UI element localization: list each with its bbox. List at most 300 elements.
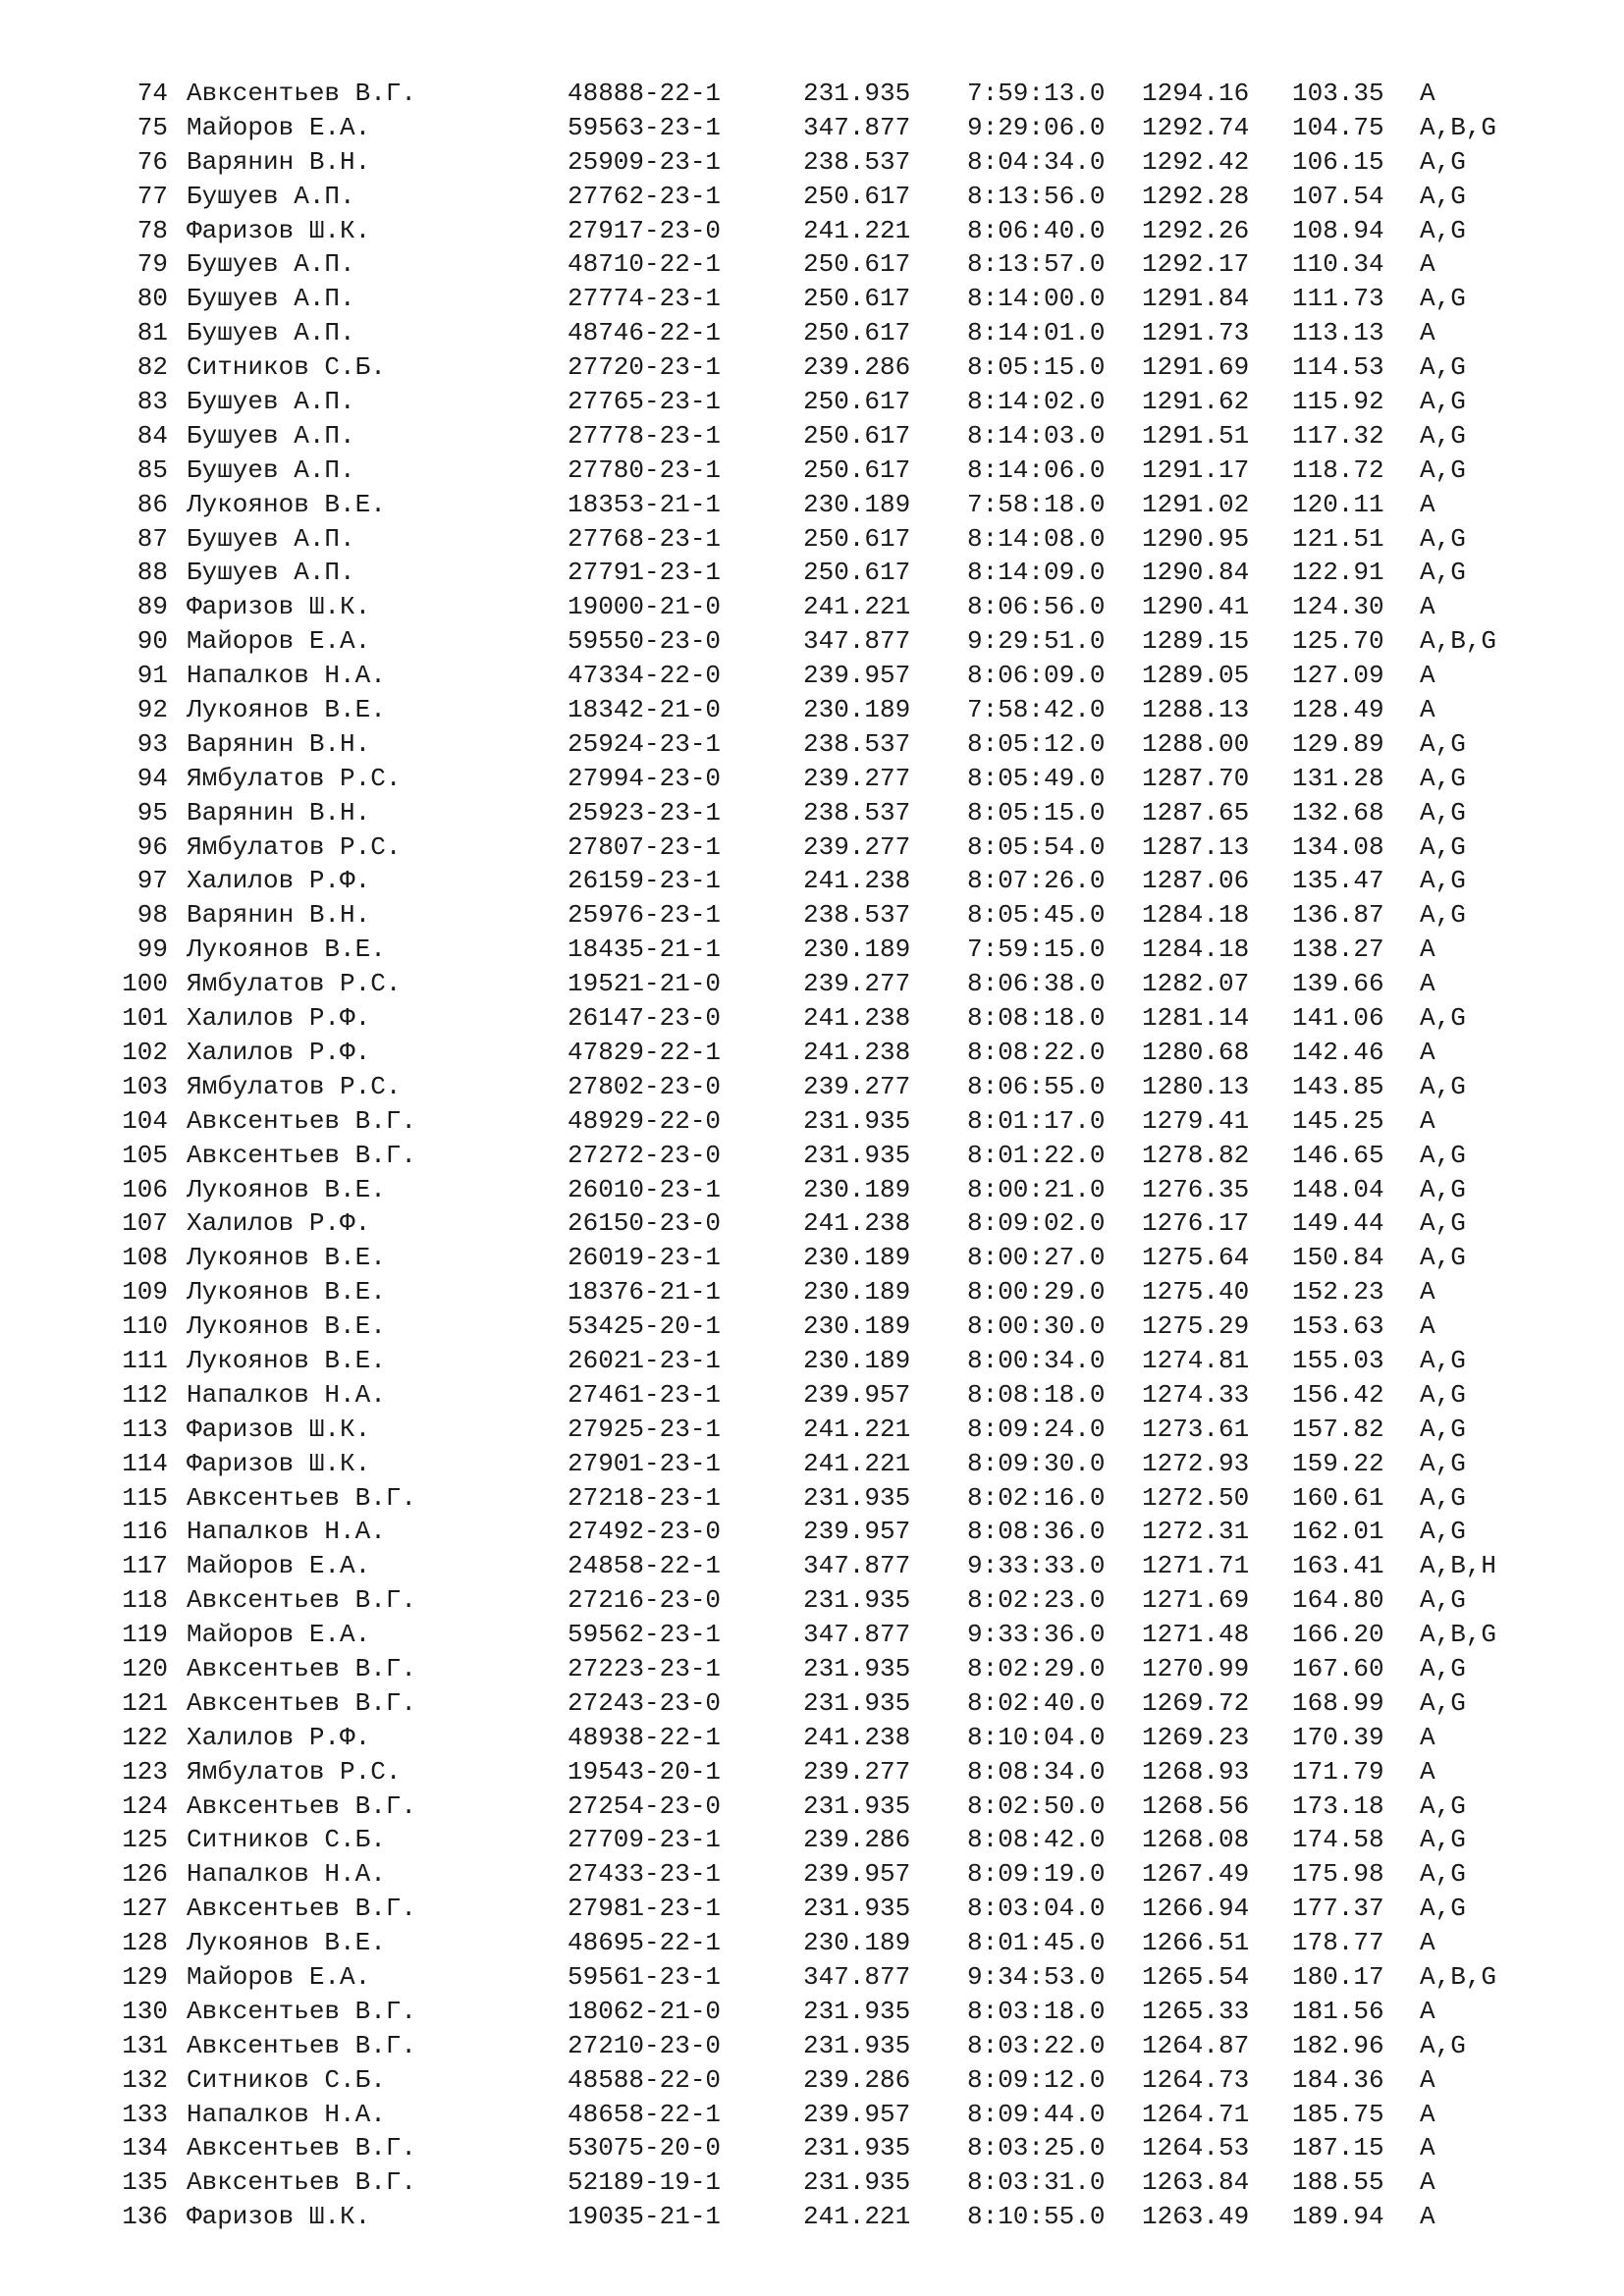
record-id: 18062-21-0 [568, 1996, 722, 2026]
score-value: 1273.61 [1142, 1414, 1250, 1444]
percent-value: 122.91 [1292, 558, 1384, 588]
distance-value: 230.189 [803, 1928, 911, 1958]
distance-value: 238.537 [803, 900, 911, 931]
class-codes: A,G [1420, 1859, 1466, 1890]
distance-value: 239.277 [803, 969, 911, 999]
percent-value: 146.65 [1292, 1140, 1384, 1170]
score-value: 1265.33 [1142, 1996, 1250, 2026]
row-number: 111 [122, 1345, 168, 1375]
row-number: 79 [136, 249, 168, 280]
class-codes: A [1420, 1105, 1435, 1136]
table-row [0, 624, 1624, 659]
class-codes: A [1420, 592, 1435, 622]
percent-value: 189.94 [1292, 2202, 1384, 2232]
distance-value: 241.238 [803, 1037, 911, 1067]
class-codes: A,G [1420, 1585, 1466, 1616]
percent-value: 139.66 [1292, 969, 1384, 999]
table-row [0, 1721, 1624, 1755]
elapsed-time: 8:14:00.0 [967, 284, 1106, 314]
table-row [0, 1070, 1624, 1104]
distance-value: 250.617 [803, 318, 911, 348]
row-number: 78 [136, 215, 168, 245]
record-id: 26150-23-0 [568, 1208, 722, 1239]
elapsed-time: 8:09:24.0 [967, 1414, 1106, 1444]
class-codes: A,G [1420, 900, 1466, 931]
class-codes: A,G [1420, 1448, 1466, 1478]
score-value: 1291.84 [1142, 284, 1250, 314]
record-id: 27791-23-1 [568, 558, 722, 588]
participant-name: Авксентьев В.Г. [187, 1790, 417, 1821]
record-id: 27218-23-1 [568, 1482, 722, 1513]
distance-value: 231.935 [803, 2030, 911, 2060]
class-codes: A,G [1420, 1414, 1466, 1444]
distance-value: 241.238 [803, 1003, 911, 1034]
row-number: 103 [122, 1071, 168, 1101]
percent-value: 157.82 [1292, 1414, 1384, 1444]
class-codes: A,G [1420, 215, 1466, 245]
elapsed-time: 8:05:12.0 [967, 728, 1106, 759]
class-codes: A [1420, 1311, 1435, 1342]
percent-value: 170.39 [1292, 1722, 1384, 1752]
elapsed-time: 8:02:29.0 [967, 1653, 1106, 1683]
participant-name: Халилов Р.Ф. [187, 1208, 371, 1239]
class-codes: A,G [1420, 181, 1466, 211]
row-number: 130 [122, 1996, 168, 2026]
score-value: 1266.51 [1142, 1928, 1250, 1958]
record-id: 27223-23-1 [568, 1653, 722, 1683]
participant-name: Авксентьев В.Г. [187, 1996, 417, 2026]
elapsed-time: 8:09:02.0 [967, 1208, 1106, 1239]
class-codes: A,G [1420, 1517, 1466, 1547]
participant-name: Ямбулатов Р.С. [187, 969, 402, 999]
elapsed-time: 9:33:33.0 [967, 1551, 1106, 1581]
record-id: 24858-22-1 [568, 1551, 722, 1581]
record-id: 27492-23-0 [568, 1517, 722, 1547]
record-id: 47829-22-1 [568, 1037, 722, 1067]
score-value: 1268.56 [1142, 1790, 1250, 1821]
distance-value: 250.617 [803, 181, 911, 211]
results-table [0, 77, 1624, 2234]
percent-value: 171.79 [1292, 1756, 1384, 1787]
row-number: 116 [122, 1517, 168, 1547]
score-value: 1275.29 [1142, 1311, 1250, 1342]
row-number: 112 [122, 1379, 168, 1410]
distance-value: 231.935 [803, 1105, 911, 1136]
elapsed-time: 8:14:08.0 [967, 523, 1106, 554]
record-id: 59550-23-0 [568, 626, 722, 657]
table-row [0, 214, 1624, 248]
elapsed-time: 8:07:26.0 [967, 866, 1106, 896]
elapsed-time: 8:01:17.0 [967, 1105, 1106, 1136]
participant-name: Напалков Н.А. [187, 1859, 386, 1890]
distance-value: 239.957 [803, 1517, 911, 1547]
elapsed-time: 8:08:36.0 [967, 1517, 1106, 1547]
percent-value: 155.03 [1292, 1345, 1384, 1375]
score-value: 1287.13 [1142, 831, 1250, 862]
score-value: 1292.17 [1142, 249, 1250, 280]
table-row [0, 1652, 1624, 1686]
score-value: 1292.28 [1142, 181, 1250, 211]
score-value: 1270.99 [1142, 1653, 1250, 1683]
row-number: 127 [122, 1894, 168, 1924]
score-value: 1289.15 [1142, 626, 1250, 657]
class-codes: A [1420, 2099, 1435, 2129]
table-row [0, 1378, 1624, 1413]
class-codes: A [1420, 969, 1435, 999]
row-number: 89 [136, 592, 168, 622]
percent-value: 166.20 [1292, 1620, 1384, 1650]
score-value: 1272.50 [1142, 1482, 1250, 1513]
elapsed-time: 8:08:18.0 [967, 1379, 1106, 1410]
participant-name: Бушуев А.П. [187, 558, 355, 588]
participant-name: Бушуев А.П. [187, 284, 355, 314]
row-number: 106 [122, 1174, 168, 1204]
record-id: 27243-23-0 [568, 1687, 722, 1718]
elapsed-time: 8:14:06.0 [967, 454, 1106, 485]
class-codes: A [1420, 934, 1435, 965]
percent-value: 114.53 [1292, 352, 1384, 383]
score-value: 1272.31 [1142, 1517, 1250, 1547]
record-id: 18353-21-1 [568, 489, 722, 519]
participant-name: Халилов Р.Ф. [187, 866, 371, 896]
distance-value: 347.877 [803, 1961, 911, 1992]
score-value: 1281.14 [1142, 1003, 1250, 1034]
participant-name: Лукоянов В.Е. [187, 934, 386, 965]
row-number: 80 [136, 284, 168, 314]
score-value: 1292.26 [1142, 215, 1250, 245]
percent-value: 185.75 [1292, 2099, 1384, 2129]
score-value: 1271.69 [1142, 1585, 1250, 1616]
elapsed-time: 8:00:27.0 [967, 1243, 1106, 1273]
elapsed-time: 8:09:12.0 [967, 2064, 1106, 2095]
participant-name: Напалков Н.А. [187, 2099, 386, 2129]
class-codes: A,G [1420, 1003, 1466, 1034]
percent-value: 113.13 [1292, 318, 1384, 348]
percent-value: 142.46 [1292, 1037, 1384, 1067]
participant-name: Халилов Р.Ф. [187, 1722, 371, 1752]
distance-value: 239.286 [803, 352, 911, 383]
score-value: 1290.41 [1142, 592, 1250, 622]
elapsed-time: 8:04:34.0 [967, 146, 1106, 177]
row-number: 121 [122, 1687, 168, 1718]
record-id: 27709-23-1 [568, 1825, 722, 1855]
score-value: 1264.71 [1142, 2099, 1250, 2129]
class-codes: A,G [1420, 1653, 1466, 1683]
percent-value: 117.32 [1292, 420, 1384, 451]
table-row [0, 419, 1624, 454]
elapsed-time: 7:59:13.0 [967, 79, 1106, 108]
elapsed-time: 8:05:54.0 [967, 831, 1106, 862]
class-codes: A,G [1420, 1894, 1466, 1924]
distance-value: 231.935 [803, 1140, 911, 1170]
record-id: 48710-22-1 [568, 249, 722, 280]
row-number: 100 [122, 969, 168, 999]
row-number: 74 [136, 79, 168, 108]
score-value: 1292.42 [1142, 146, 1250, 177]
participant-name: Фаризов Ш.К. [187, 1448, 371, 1478]
class-codes: A [1420, 2202, 1435, 2232]
record-id: 27917-23-0 [568, 215, 722, 245]
class-codes: A,G [1420, 1687, 1466, 1718]
class-codes: A,G [1420, 763, 1466, 793]
record-id: 27210-23-0 [568, 2030, 722, 2060]
score-value: 1275.64 [1142, 1243, 1250, 1273]
participant-name: Бушуев А.П. [187, 523, 355, 554]
elapsed-time: 8:08:18.0 [967, 1003, 1106, 1034]
percent-value: 148.04 [1292, 1174, 1384, 1204]
elapsed-time: 8:06:55.0 [967, 1071, 1106, 1101]
row-number: 102 [122, 1037, 168, 1067]
class-codes: A,B,G [1420, 626, 1497, 657]
row-number: 132 [122, 2064, 168, 2095]
participant-name: Лукоянов В.Е. [187, 489, 386, 519]
record-id: 27778-23-1 [568, 420, 722, 451]
table-row [0, 488, 1624, 522]
table-row [0, 1413, 1624, 1447]
record-id: 27994-23-0 [568, 763, 722, 793]
elapsed-time: 8:06:09.0 [967, 661, 1106, 691]
participant-name: Ситников С.Б. [187, 1825, 386, 1855]
table-row [0, 1036, 1624, 1070]
distance-value: 231.935 [803, 1585, 911, 1616]
table-row [0, 145, 1624, 180]
distance-value: 347.877 [803, 112, 911, 142]
distance-value: 250.617 [803, 387, 911, 417]
table-row [0, 1549, 1624, 1583]
percent-value: 178.77 [1292, 1928, 1384, 1958]
row-number: 123 [122, 1756, 168, 1787]
distance-value: 239.957 [803, 1859, 911, 1890]
elapsed-time: 8:03:25.0 [967, 2133, 1106, 2163]
record-id: 27433-23-1 [568, 1859, 722, 1890]
row-number: 76 [136, 146, 168, 177]
elapsed-time: 8:03:31.0 [967, 2167, 1106, 2198]
score-value: 1292.74 [1142, 112, 1250, 142]
distance-value: 250.617 [803, 454, 911, 485]
table-row [0, 1275, 1624, 1309]
participant-name: Ямбулатов Р.С. [187, 831, 402, 862]
class-codes: A,B,H [1420, 1551, 1497, 1581]
distance-value: 230.189 [803, 1345, 911, 1375]
score-value: 1269.23 [1142, 1722, 1250, 1752]
score-value: 1290.95 [1142, 523, 1250, 554]
class-codes: A,G [1420, 1482, 1466, 1513]
percent-value: 156.42 [1292, 1379, 1384, 1410]
row-number: 110 [122, 1311, 168, 1342]
distance-value: 230.189 [803, 1174, 911, 1204]
record-id: 27272-23-0 [568, 1140, 722, 1170]
participant-name: Ямбулатов Р.С. [187, 763, 402, 793]
row-number: 136 [122, 2202, 168, 2232]
percent-value: 124.30 [1292, 592, 1384, 622]
participant-name: Варянин В.Н. [187, 146, 371, 177]
score-value: 1291.51 [1142, 420, 1250, 451]
percent-value: 180.17 [1292, 1961, 1384, 1992]
percent-value: 129.89 [1292, 728, 1384, 759]
score-value: 1279.41 [1142, 1105, 1250, 1136]
distance-value: 241.221 [803, 215, 911, 245]
score-value: 1263.84 [1142, 2167, 1250, 2198]
table-row [0, 1309, 1624, 1344]
distance-value: 239.957 [803, 661, 911, 691]
score-value: 1282.07 [1142, 969, 1250, 999]
score-value: 1264.87 [1142, 2030, 1250, 2060]
table-row [0, 522, 1624, 557]
class-codes: A,G [1420, 1140, 1466, 1170]
distance-value: 231.935 [803, 1894, 911, 1924]
record-id: 26010-23-1 [568, 1174, 722, 1204]
percent-value: 160.61 [1292, 1482, 1384, 1513]
participant-name: Авксентьев В.Г. [187, 1105, 417, 1136]
row-number: 83 [136, 387, 168, 417]
participant-name: Бушуев А.П. [187, 249, 355, 280]
row-number: 77 [136, 181, 168, 211]
percent-value: 141.06 [1292, 1003, 1384, 1034]
percent-value: 177.37 [1292, 1894, 1384, 1924]
table-row [0, 282, 1624, 316]
record-id: 27901-23-1 [568, 1448, 722, 1478]
record-id: 25909-23-1 [568, 146, 722, 177]
distance-value: 250.617 [803, 249, 911, 280]
elapsed-time: 8:14:01.0 [967, 318, 1106, 348]
elapsed-time: 8:13:56.0 [967, 181, 1106, 211]
participant-name: Бушуев А.П. [187, 420, 355, 451]
distance-value: 231.935 [803, 2133, 911, 2163]
participant-name: Майоров Е.А. [187, 626, 371, 657]
elapsed-time: 8:08:34.0 [967, 1756, 1106, 1787]
distance-value: 239.286 [803, 1825, 911, 1855]
class-codes: A,G [1420, 866, 1466, 896]
distance-value: 238.537 [803, 728, 911, 759]
class-codes: A,G [1420, 797, 1466, 828]
table-row [0, 1001, 1624, 1036]
participant-name: Напалков Н.А. [187, 661, 386, 691]
participant-name: Ситников С.Б. [187, 2064, 386, 2095]
table-row [0, 1960, 1624, 1995]
record-id: 27981-23-1 [568, 1894, 722, 1924]
table-row [0, 762, 1624, 796]
distance-value: 239.277 [803, 763, 911, 793]
record-id: 27768-23-1 [568, 523, 722, 554]
distance-value: 239.286 [803, 2064, 911, 2095]
row-number: 86 [136, 489, 168, 519]
elapsed-time: 8:03:04.0 [967, 1894, 1106, 1924]
score-value: 1291.73 [1142, 318, 1250, 348]
distance-value: 250.617 [803, 523, 911, 554]
table-row [0, 693, 1624, 727]
percent-value: 188.55 [1292, 2167, 1384, 2198]
table-row [0, 454, 1624, 488]
participant-name: Майоров Е.А. [187, 1620, 371, 1650]
table-row [0, 2098, 1624, 2132]
elapsed-time: 8:01:45.0 [967, 1928, 1106, 1958]
percent-value: 162.01 [1292, 1517, 1384, 1547]
elapsed-time: 9:29:51.0 [967, 626, 1106, 657]
record-id: 48695-22-1 [568, 1928, 722, 1958]
score-value: 1288.00 [1142, 728, 1250, 759]
row-number: 99 [136, 934, 168, 965]
distance-value: 250.617 [803, 558, 911, 588]
elapsed-time: 8:02:40.0 [967, 1687, 1106, 1718]
score-value: 1278.82 [1142, 1140, 1250, 1170]
participant-name: Фаризов Ш.К. [187, 215, 371, 245]
elapsed-time: 8:06:56.0 [967, 592, 1106, 622]
elapsed-time: 8:02:16.0 [967, 1482, 1106, 1513]
elapsed-time: 8:03:18.0 [967, 1996, 1106, 2026]
participant-name: Авксентьев В.Г. [187, 1585, 417, 1616]
row-number: 135 [122, 2167, 168, 2198]
percent-value: 128.49 [1292, 695, 1384, 725]
row-number: 126 [122, 1859, 168, 1890]
class-codes: A [1420, 2064, 1435, 2095]
table-row [0, 77, 1624, 111]
elapsed-time: 8:08:22.0 [967, 1037, 1106, 1067]
row-number: 120 [122, 1653, 168, 1683]
score-value: 1288.13 [1142, 695, 1250, 725]
elapsed-time: 7:58:18.0 [967, 489, 1106, 519]
elapsed-time: 8:03:22.0 [967, 2030, 1106, 2060]
elapsed-time: 8:02:23.0 [967, 1585, 1106, 1616]
percent-value: 103.35 [1292, 79, 1384, 108]
record-id: 48888-22-1 [568, 79, 722, 108]
percent-value: 150.84 [1292, 1243, 1384, 1273]
record-id: 26159-23-1 [568, 866, 722, 896]
elapsed-time: 9:34:53.0 [967, 1961, 1106, 1992]
score-value: 1291.62 [1142, 387, 1250, 417]
score-value: 1287.06 [1142, 866, 1250, 896]
percent-value: 138.27 [1292, 934, 1384, 965]
percent-value: 145.25 [1292, 1105, 1384, 1136]
row-number: 88 [136, 558, 168, 588]
table-row [0, 864, 1624, 898]
score-value: 1276.35 [1142, 1174, 1250, 1204]
percent-value: 118.72 [1292, 454, 1384, 485]
distance-value: 231.935 [803, 1996, 911, 2026]
table-row [0, 1755, 1624, 1789]
table-row [0, 727, 1624, 762]
percent-value: 110.34 [1292, 249, 1384, 280]
row-number: 115 [122, 1482, 168, 1513]
percent-value: 184.36 [1292, 2064, 1384, 2095]
class-codes: A [1420, 2167, 1435, 2198]
class-codes: A,G [1420, 1345, 1466, 1375]
elapsed-time: 8:01:22.0 [967, 1140, 1106, 1170]
row-number: 90 [136, 626, 168, 657]
score-value: 1290.84 [1142, 558, 1250, 588]
record-id: 18435-21-1 [568, 934, 722, 965]
table-row [0, 316, 1624, 350]
class-codes: A [1420, 1277, 1435, 1308]
percent-value: 121.51 [1292, 523, 1384, 554]
table-row [0, 1686, 1624, 1721]
class-codes: A,G [1420, 1071, 1466, 1101]
participant-name: Лукоянов В.Е. [187, 1243, 386, 1273]
distance-value: 250.617 [803, 284, 911, 314]
distance-value: 238.537 [803, 797, 911, 828]
distance-value: 231.935 [803, 1653, 911, 1683]
score-value: 1271.71 [1142, 1551, 1250, 1581]
percent-value: 152.23 [1292, 1277, 1384, 1308]
score-value: 1280.68 [1142, 1037, 1250, 1067]
table-row [0, 830, 1624, 865]
row-number: 92 [136, 695, 168, 725]
record-id: 59561-23-1 [568, 1961, 722, 1992]
table-row [0, 2131, 1624, 2165]
record-id: 19000-21-0 [568, 592, 722, 622]
row-number: 98 [136, 900, 168, 931]
percent-value: 174.58 [1292, 1825, 1384, 1855]
score-value: 1294.16 [1142, 79, 1250, 108]
